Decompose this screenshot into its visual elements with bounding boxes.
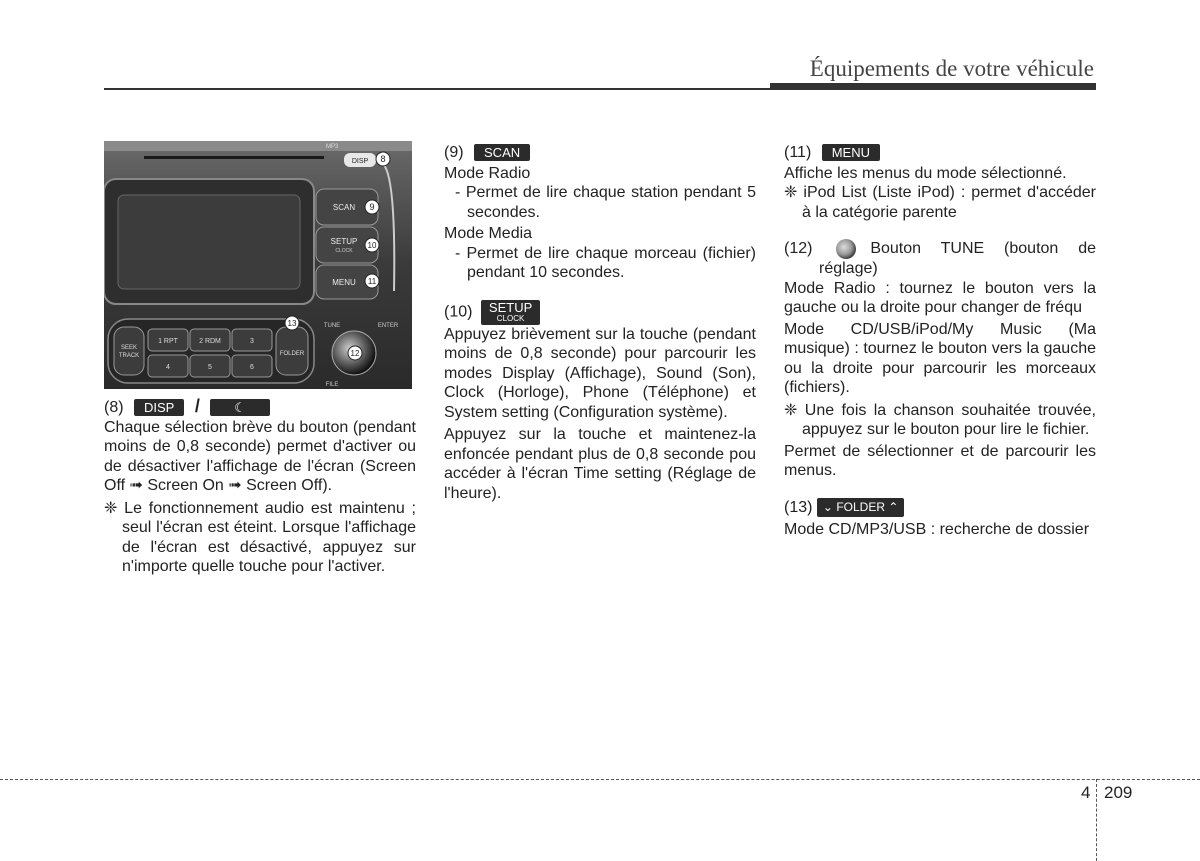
callout-11: 11 [367,277,377,286]
fig-tune-label: TUNE [323,323,341,329]
item-10-heading [444,300,756,325]
callout-9: 9 [369,202,375,212]
item-11-number: (11) [784,144,812,161]
column-2 [444,143,756,503]
item-12-number: (12) [784,240,813,258]
callout-8: 8 [380,154,386,164]
footer-rule [0,779,1200,780]
callout-13: 13 [287,319,297,328]
tune-menus-desc: Permet de sélectionner et de parcourir les menus. [784,442,1096,479]
fig-preset-1-label: 1 RPT [158,338,178,345]
item-11-desc: Affiche les menus du mode sélectionné. [784,164,1067,182]
item-13-desc: Mode CD/MP3/USB : recherche de dossier [784,521,1090,538]
disp-badge: DISP [134,399,184,416]
item-10-number: (10) [444,303,473,321]
moon-badge: ☾ [210,399,270,416]
item-8-number: (8) [104,399,124,416]
mode-media-title: Mode Media [444,225,533,242]
fig-scan-label: SCAN [332,203,356,212]
folder-badge [817,498,905,517]
column-1 [104,397,416,577]
item-10-desc-2: Appuyez sur la touche et maintenez-la enfoncée pendant plus de 0,8 seconde pou accéder à l'écran Time setting (Réglage de l'heure). [444,426,756,502]
chapter-number: 4 [1081,783,1091,802]
fig-preset-2-label: 2 RDM [199,338,221,345]
clock-badge-label: CLOCK [496,313,525,323]
page-header-title: Équipements de votre véhicule [809,56,1094,81]
mode-radio-title: Mode Radio [444,164,531,182]
fig-seek-button [114,327,144,375]
fig-seek-label: SEEK [120,345,138,351]
tune-radio-desc: Mode Radio : tournez le bouton vers la gauche ou la droite pour changer de fréqu [784,279,1096,316]
chevron-up-icon: ⌃ [888,499,899,514]
fig-preset-5-label: 5 [208,364,212,371]
fig-folder-label: FOLDER [279,351,305,357]
tune-knob-icon [836,239,856,259]
folder-badge-label: FOLDER [836,499,885,514]
fig-enter-label: ENTER [377,323,399,329]
mode-radio-desc: - Permet de lire chaque station pendant 5 secondes. [455,184,756,221]
item-13-number: (13) [784,498,813,516]
item-8-description: Chaque sélection brève du bouton (pendant moins de 0,8 seconde) permet d'activer ou de désactiver l'affichage de l'écran (Screen Off ➟ Screen On ➟ Screen Off). [104,418,416,494]
fig-disp-label: DISP [351,158,369,165]
item-10-desc-1: Appuyez brièvement sur la touche (pendant moins de 0,8 seconde) pour parcourir les modes Display (Affichage), Sound (Son), Clock (Horloge), Phone (Téléphone) et System setting (Configuration système). [444,325,756,421]
fig-setup-label: SETUP [330,237,358,246]
column-3 [784,143,1096,540]
fig-track-label: TRACK [118,353,140,359]
chevron-down-icon: ⌄ [822,499,833,514]
item-9-number: (9) [444,144,464,161]
item-8-note: ❈ Le fonctionnement audio est maintenu ; seul l'écran est éteint. Lorsque l'affichage de l'écran est désactivé, appuyez sur n'importe quelle touche pour l'activer. [104,499,416,575]
fig-preset-3-label: 3 [250,338,254,345]
page-number: 209 [1104,783,1133,802]
item-9-heading [444,143,756,163]
fig-clock-label: CLOCK [335,248,353,254]
fig-preset-6-label: 6 [250,364,254,371]
slash-separator: / [194,396,200,416]
setup-clock-badge [481,300,540,325]
tune-cd-desc: Mode CD/USB/iPod/My Music (Ma musique) : tournez le bouton vers la gauche ou la droite pour parcourir les morceaux (fichiers). [784,320,1096,396]
radio-unit-figure [104,141,412,389]
fig-menu-label: MENU [332,278,356,287]
item-11-note: ❈ iPod List (Liste iPod) : permet d'accéder à la catégorie parente [784,184,1096,221]
header-rule-accent [770,83,1096,90]
scan-badge: SCAN [474,144,530,161]
item-11-heading [784,143,1096,163]
item-13-heading [784,498,1096,518]
setup-badge-label: SETUP [488,299,533,315]
tune-note: ❈ Une fois la chanson souhaitée trouvée, appuyez sur le bouton pour lire le fichier. [784,401,1096,438]
callout-12: 12 [350,349,360,358]
fig-preset-4-label: 4 [166,364,170,371]
fig-file-label: FILE [325,382,339,388]
callout-10: 10 [367,241,377,250]
item-8-heading [104,397,416,418]
mode-media-desc: - Permet de lire chaque morceau (fichier) pendant 10 secondes. [455,244,756,281]
tune-title: Bouton TUNE (bouton de réglage) [819,240,1096,277]
menu-badge: MENU [822,144,880,161]
footer-divider [1096,779,1097,861]
mp3-label: MP3 [326,144,339,150]
item-12-heading [784,239,1096,279]
